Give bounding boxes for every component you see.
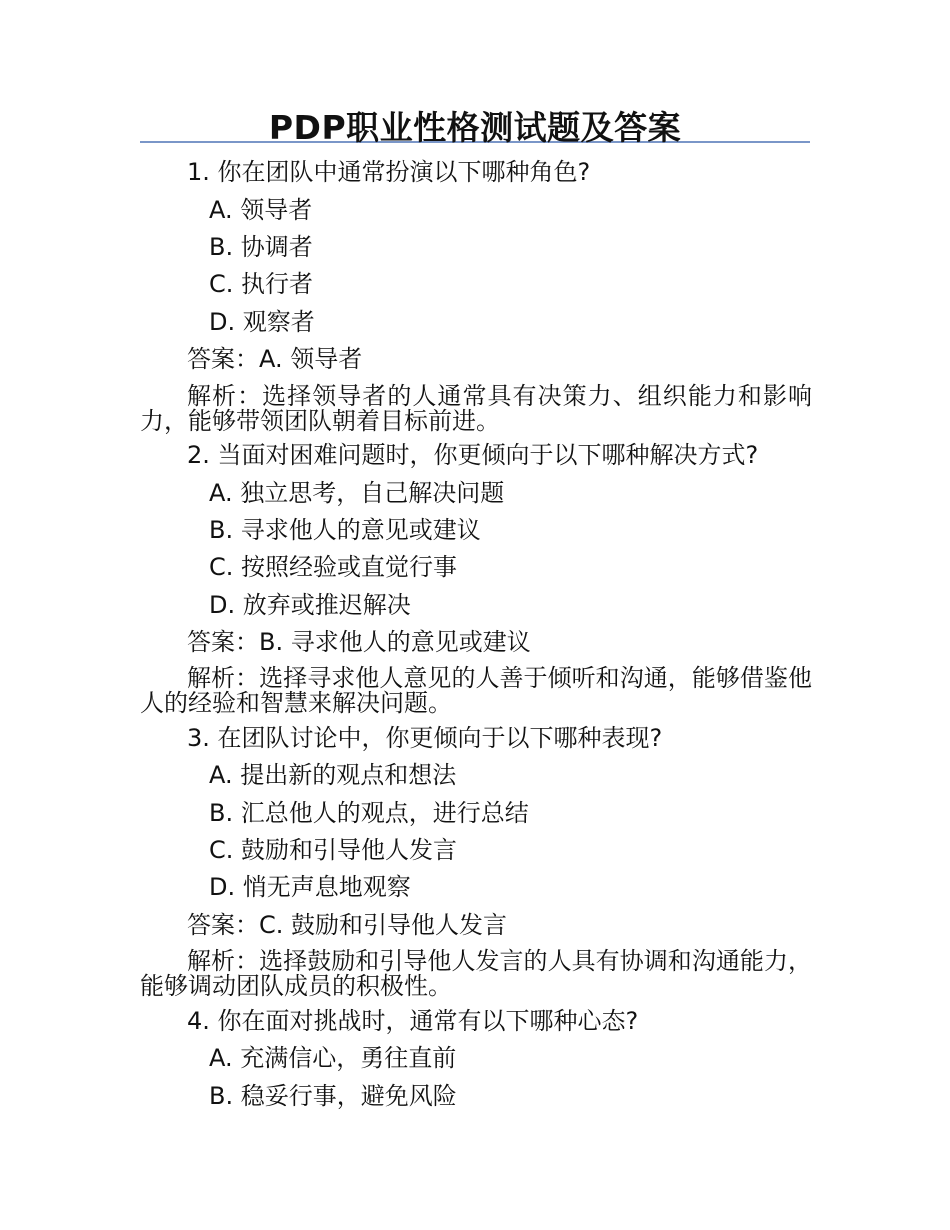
title-block — [140, 100, 810, 147]
q1-option-d: D. 观察者 — [209, 308, 315, 336]
q2-option-c: C. 按照经验或直觉行事 — [209, 553, 458, 581]
q3-option-d: D. 悄无声息地观察 — [209, 873, 411, 901]
q3-option-a: A. 提出新的观点和想法 — [209, 761, 457, 789]
q1-option-b: B. 协调者 — [209, 233, 313, 261]
question-4: 4. 你在面对挑战时，通常有以下哪种心态? — [187, 1007, 639, 1035]
q4-option-b: B. 稳妥行事，避免风险 — [209, 1082, 457, 1110]
q1-explanation: 解析：选择领导者的人通常具有决策力、组织能力和影响力，能够带领团队朝着目标前进。 — [140, 382, 812, 435]
q4-option-a: A. 充满信心，勇往直前 — [209, 1044, 457, 1072]
q2-option-b: B. 寻求他人的意见或建议 — [209, 516, 481, 544]
q2-explanation: 解析：选择寻求他人意见的人善于倾听和沟通，能够借鉴他人的经验和智慧来解决问题。 — [140, 664, 812, 717]
q1-option-a: A. 领导者 — [209, 196, 313, 224]
question-3: 3. 在团队讨论中，你更倾向于以下哪种表现? — [187, 724, 663, 752]
q1-option-c: C. 执行者 — [209, 270, 314, 298]
page-title: PDP职业性格测试题及答案 — [268, 108, 682, 147]
q2-answer: 答案：B. 寻求他人的意见或建议 — [187, 628, 531, 656]
question-1: 1. 你在团队中通常扮演以下哪种角色? — [187, 158, 591, 186]
q3-answer: 答案：C. 鼓励和引导他人发言 — [187, 911, 508, 939]
q1-answer: 答案：A. 领导者 — [187, 345, 363, 373]
q3-option-b: B. 汇总他人的观点，进行总结 — [209, 799, 529, 827]
q3-option-c: C. 鼓励和引导他人发言 — [209, 836, 458, 864]
q2-option-a: A. 独立思考，自己解决问题 — [209, 479, 505, 507]
q2-option-d: D. 放弃或推迟解决 — [209, 591, 411, 619]
q3-explanation: 解析：选择鼓励和引导他人发言的人具有协调和沟通能力，能够调动团队成员的积极性。 — [140, 947, 812, 1000]
question-2: 2. 当面对困难问题时，你更倾向于以下哪种解决方式? — [187, 441, 759, 469]
